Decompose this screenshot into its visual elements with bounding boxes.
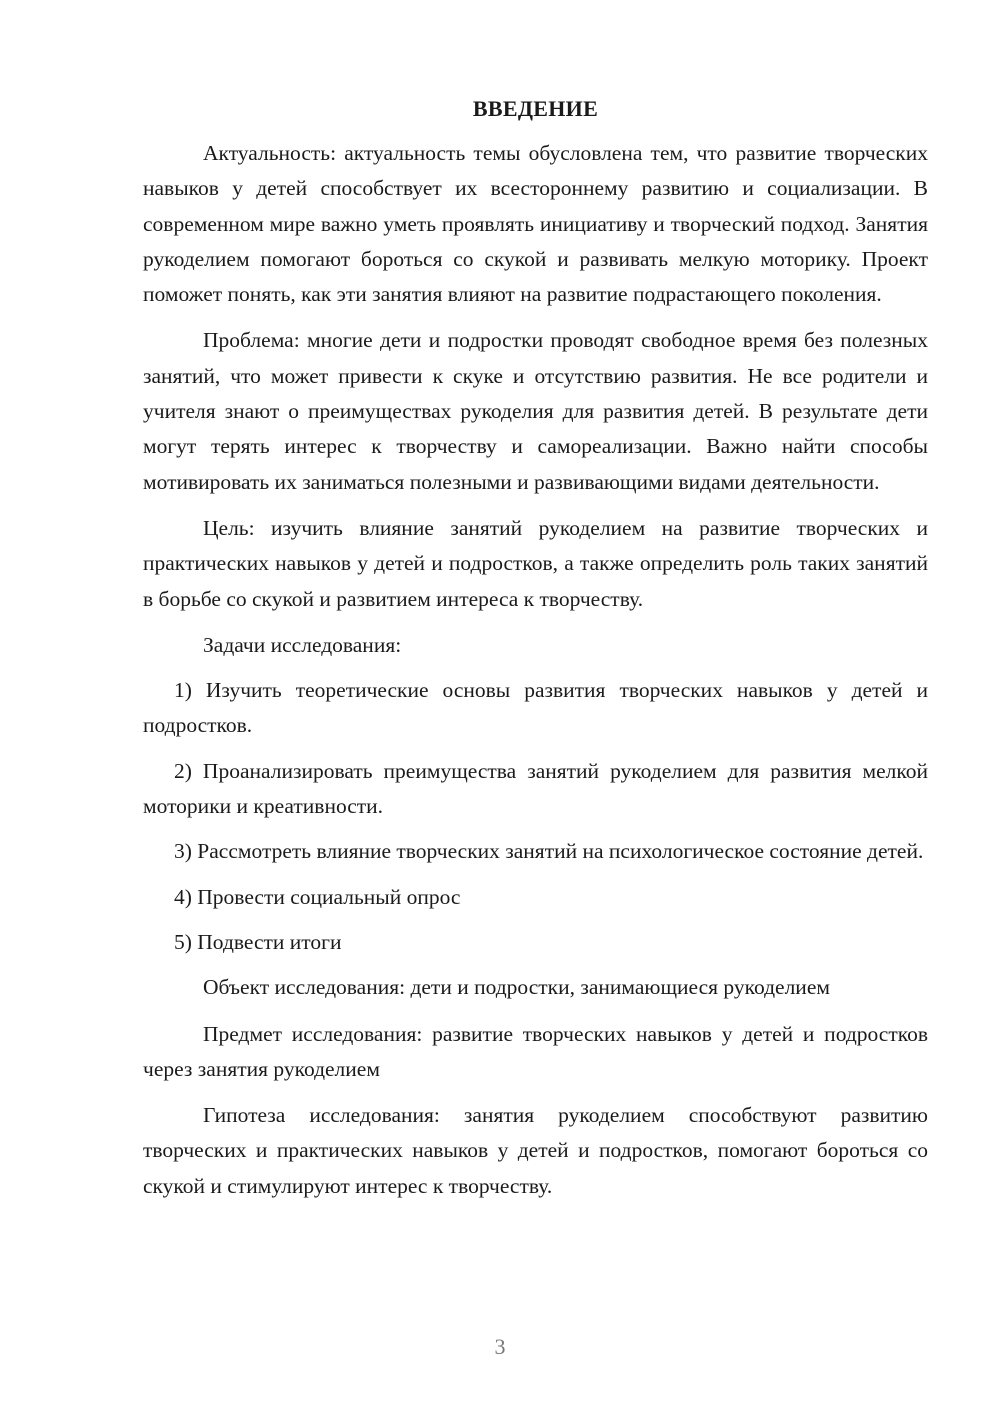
paragraph-subject: Предмет исследования: развитие творческих навыков у детей и подростков через занятия рукоделием	[143, 1021, 928, 1081]
list-item: 2) Проанализировать преимущества занятий рукоделием для развития мелкой моторики и креативности.	[143, 758, 928, 819]
page-title: ВВЕДЕНИЕ	[472, 96, 599, 121]
document-page	[143, 94, 928, 1215]
paragraph-object: Объект исследования: дети и подростки, занимающиеся рукоделием	[203, 975, 830, 1000]
page-number: 3	[494, 1334, 506, 1359]
paragraph-relevance: Актуальность: актуальность темы обусловлена тем, что развитие творческих навыков у детей способствует их всестороннему развитию и социализации. В современном мире важно уметь проявлять инициативу и творческий подход. Занятия рукоделием помогают бороться со скукой и развивать мелкую моторику. Проект поможет понять, как эти занятия влияют на развитие подрастающего поколения.	[143, 141, 928, 307]
list-item: 4) Провести социальный опрос	[174, 884, 461, 909]
tasks-list	[143, 673, 928, 960]
list-item: 1) Изучить теоретические основы развития творческих навыков у детей и подростков.	[143, 678, 928, 738]
paragraph-goal: Цель: изучить влияние занятий рукоделием на развитие творческих и практических навыков у детей и подростков, а также определить роль таких занятий в борьбе со скукой и развитием интереса к творчеству.	[143, 515, 928, 611]
tasks-heading: Задачи исследования:	[203, 632, 402, 657]
paragraph-problem: Проблема: многие дети и подростки проводят свободное время без полезных занятий, что может привести к скуке и отсутствию развития. Не все родители и учителя знают о преимуществах рукоделия для развития детей. В результате дети могут терять интерес к творчеству и самореализации. Важно найти способы мотивировать их заниматься полезными и развивающими видами деятельности.	[143, 328, 928, 494]
list-item: 5) Подвести итоги	[174, 929, 342, 954]
paragraph-hypothesis: Гипотеза исследования: занятия рукоделием способствуют развитию творческих и практических навыков у детей и подростков, помогают бороться со скукой и стимулируют интерес к творчеству.	[143, 1103, 928, 1198]
list-item: 3) Рассмотреть влияние творческих занятий на психологическое состояние детей.	[174, 839, 924, 864]
